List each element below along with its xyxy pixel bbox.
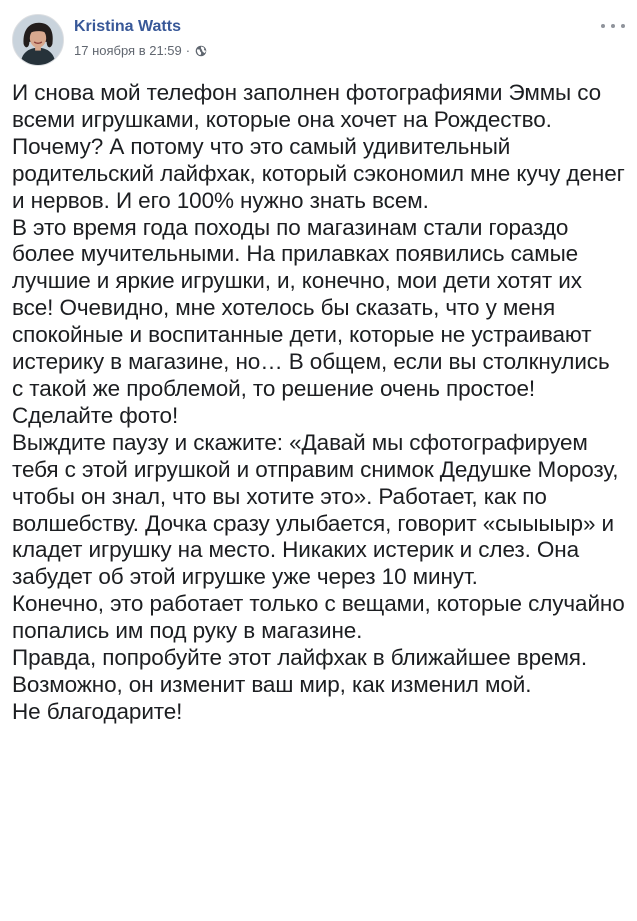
post-paragraph: В это время года походы по магазинам стали гораздо более мучительными. На прилавках появились самые лучшие и яркие игрушки, и, конечно, мои дети хотят их все! Очевидно, мне хотелось бы сказать, что у меня спокойные и воспитанные дети, которые не устраивают истерику в магазине, но… В общем, если вы столкнулись с такой же проблемой, то решение очень простое! (12, 214, 610, 401)
more-dot (611, 24, 615, 28)
more-options-icon[interactable] (601, 20, 625, 32)
post-meta (74, 43, 207, 58)
avatar-image (13, 15, 63, 65)
post-paragraph: Выждите паузу и скажите: «Давай мы сфотографируем тебя с этой игрушкой и отправим снимок Дедушке Морозу, чтобы он знал, что вы хотите это». Работает, как по волшебству. Дочка сразу улыбается, говорит «сыыыыр» и кладет игрушку на место. Никаких истерик и слез. Она забудет об этой игрушке уже через 10 минут. (12, 429, 619, 590)
post-header (12, 14, 625, 66)
post-paragraph: Конечно, это работает только с вещами, которые случайно попались им под руку в магазине. (12, 591, 625, 644)
more-dot (601, 24, 605, 28)
more-dot (621, 24, 625, 28)
post-timestamp-link[interactable]: 17 ноября в 21:59 (74, 43, 182, 58)
post-paragraph: Правда, попробуйте этот лайфхак в ближайшее время. Возможно, он изменит ваш мир, как изменил мой. (12, 645, 588, 697)
meta-separator: · (185, 43, 191, 58)
post-paragraph: И снова мой телефон заполнен фотографиями Эммы со всеми игрушками, которые она хочет на Рождество. Почему? А потому что это самый удивительный родительский лайфхак, который сэкономил мне кучу денег и нервов. И его 100% нужно знать всем. (12, 80, 625, 213)
post-text (12, 80, 626, 726)
post-paragraph: Сделайте фото! (12, 402, 179, 428)
globe-icon[interactable] (195, 45, 207, 57)
author-name-link[interactable]: Kristina Watts (74, 18, 181, 35)
post-paragraph: Не благодарите! (12, 698, 183, 724)
author-avatar[interactable] (12, 14, 64, 66)
